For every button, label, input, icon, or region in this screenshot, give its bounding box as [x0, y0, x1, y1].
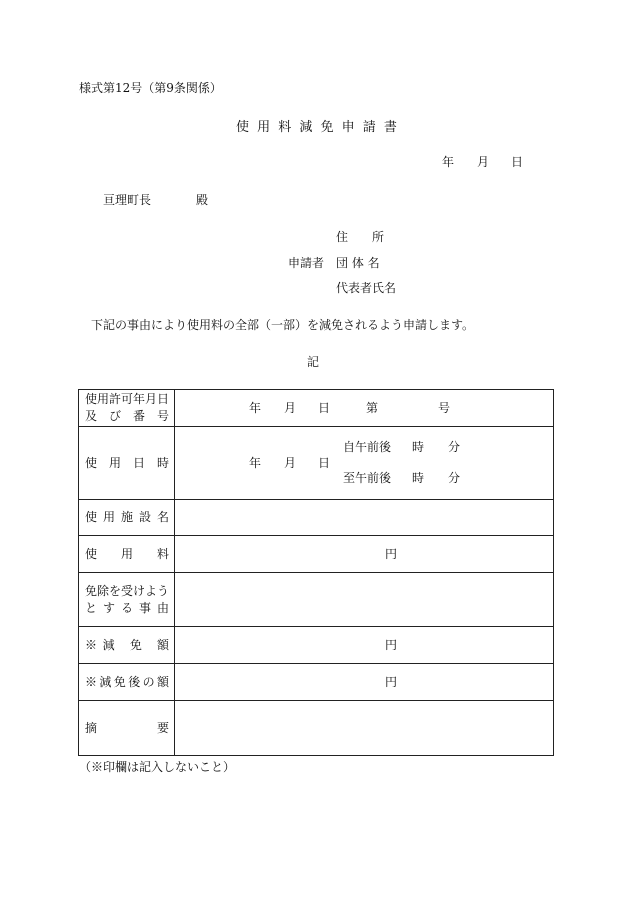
- to-hour: 時: [412, 471, 425, 485]
- table-row-facility: [79, 500, 554, 536]
- from-minute: 分: [448, 440, 461, 454]
- permit-dai: 第: [366, 401, 379, 415]
- after-value-cell[interactable]: [175, 664, 554, 701]
- from-ampm: 自午前後: [343, 440, 392, 454]
- to-ampm: 至午前後: [343, 471, 392, 485]
- permit-year: 年: [249, 401, 262, 415]
- remarks-label: 摘 要: [85, 720, 169, 735]
- usage-date-value-cell[interactable]: [175, 427, 554, 500]
- applicant-label: 申請者: [288, 256, 325, 270]
- date-year-label: 年: [442, 155, 455, 169]
- date-month-label: 月: [477, 155, 490, 169]
- usage-date-label: 使 用 日 時: [85, 455, 169, 470]
- permit-month: 月: [284, 401, 297, 415]
- table-row-remarks: [79, 701, 554, 756]
- reason-label-line-2: とする事由: [85, 600, 169, 615]
- usage-month: 月: [284, 456, 297, 470]
- facility-value-cell[interactable]: [175, 500, 554, 536]
- fee-yen: 円: [385, 547, 398, 561]
- remarks-label-cell: [79, 701, 175, 756]
- to-minute: 分: [448, 471, 461, 485]
- reason-label-cell: [79, 573, 175, 627]
- after-label-cell: [79, 664, 175, 701]
- usage-day: 日: [318, 456, 331, 470]
- representative-label: 代表者氏名: [336, 281, 397, 295]
- permit-day: 日: [318, 401, 331, 415]
- reason-label-line-1: 免除を受けよう: [85, 583, 170, 598]
- facility-label: 使用施設名: [85, 510, 169, 524]
- form-number: 様式第12号（第9条関係）: [79, 81, 222, 95]
- from-hour: 時: [412, 440, 425, 454]
- date-day-label: 日: [511, 155, 524, 169]
- facility-label-cell: [79, 500, 175, 536]
- table-row-reason: [79, 573, 554, 627]
- table-row-reduction: [79, 627, 554, 664]
- table-row-permit: [79, 390, 554, 427]
- footer-note: （※印欄は記入しないこと）: [79, 760, 236, 774]
- statement: 下記の事由により使用料の全部（一部）を減免されるよう申請します。: [91, 318, 475, 332]
- address-label: 住 所: [336, 230, 385, 244]
- reduction-label-cell: [79, 627, 175, 664]
- after-label: ※減免後の額: [85, 674, 169, 689]
- reason-value-cell[interactable]: [175, 573, 554, 627]
- addressee: 亘理町長: [103, 193, 152, 207]
- ki-label: 記: [307, 355, 320, 369]
- group-name-label: 団 体 名: [336, 256, 380, 270]
- reduction-yen: 円: [385, 638, 398, 652]
- permit-label-cell: [79, 390, 175, 427]
- table-row-fee: [79, 536, 554, 573]
- remarks-value-cell[interactable]: [175, 701, 554, 756]
- usage-date-label-cell: [79, 427, 175, 500]
- permit-value-cell[interactable]: [175, 390, 554, 427]
- fee-label-cell: [79, 536, 175, 573]
- reduction-value-cell[interactable]: [175, 627, 554, 664]
- table-row-after: [79, 664, 554, 701]
- permit-label-line-1: 使用許可年月日: [85, 392, 170, 406]
- usage-year: 年: [249, 456, 262, 470]
- permit-go: 号: [438, 401, 451, 415]
- reduction-label: ※減 免 額: [85, 637, 169, 652]
- honorific: 殿: [196, 193, 209, 207]
- form-title: 使 用 料 減 免 申 請 書: [236, 120, 399, 135]
- table-row-usage-date: [79, 427, 554, 500]
- fee-label: 使 用 料: [85, 546, 169, 561]
- after-yen: 円: [385, 675, 398, 689]
- application-table: [78, 389, 554, 756]
- permit-label-line-2: 及 び 番 号: [85, 409, 169, 423]
- fee-value-cell[interactable]: [175, 536, 554, 573]
